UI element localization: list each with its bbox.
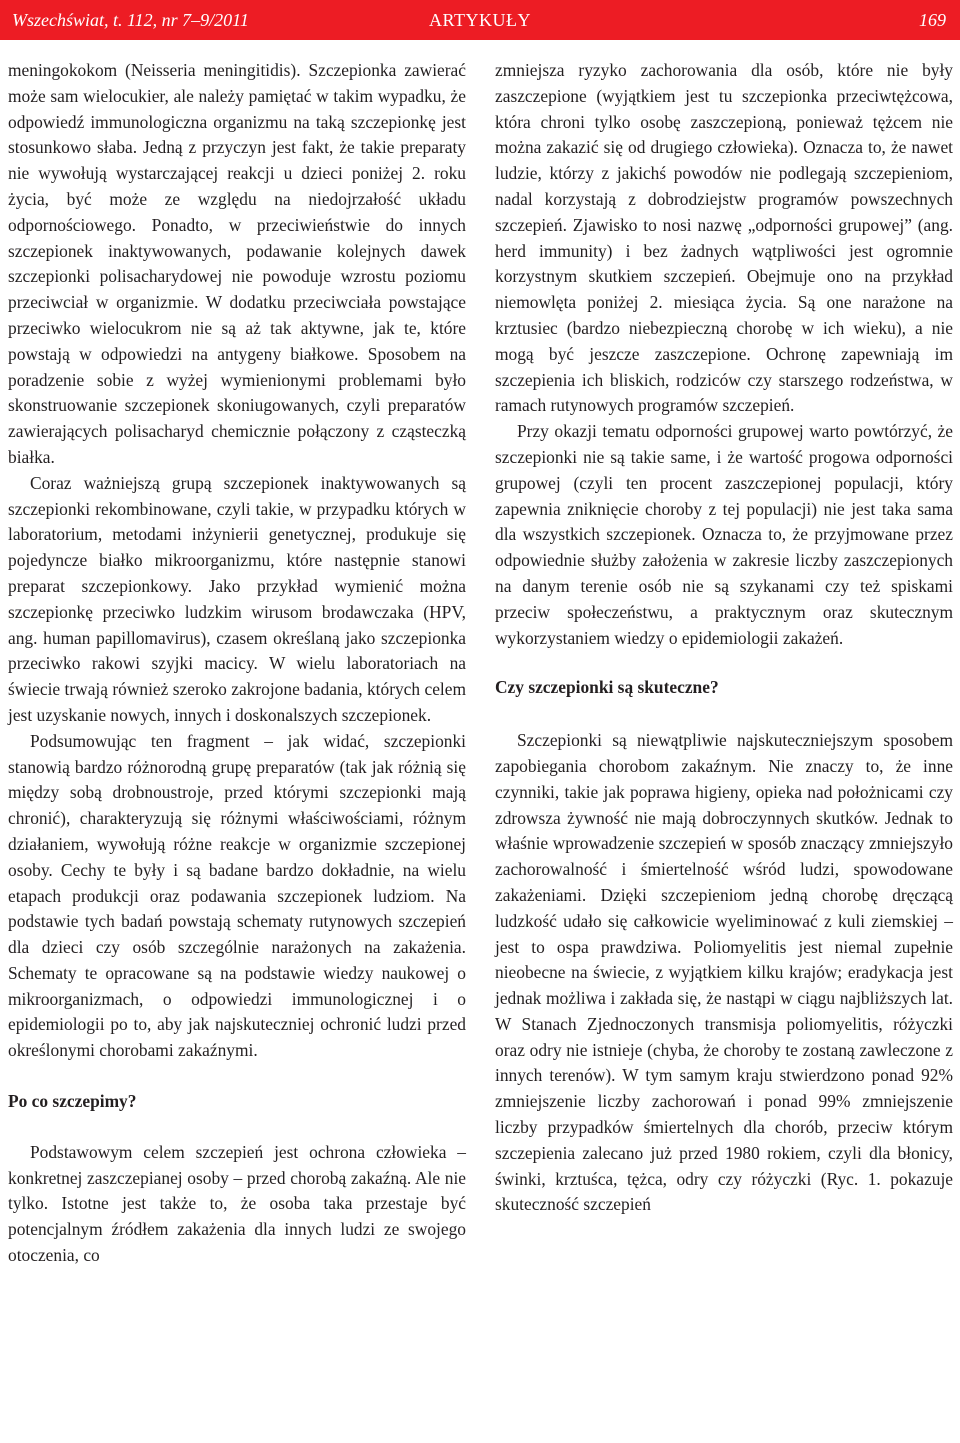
section-label: ARTYKUŁY	[429, 10, 531, 30]
running-header	[0, 0, 960, 40]
paragraph-effectiveness: Szczepionki są niewątpliwie najskuteczniejszym sposobem zapobiegania chorobom zakaźnym. Nie znaczy to, że inne czynniki, takie jak poprawa higieny, opieka nad położnicami czy zdrowsza żywność nie mają dobroczynnych skutków. Jednak to właśnie wprowadzenie szczepień w sposób znaczący zmniejszyło zachorowalność i śmiertelność wśród ludzi, spowodowane zakażeniami. Dzięki szczepieniom jedną chorobę dręczącą ludzkość udało się całkowicie wyeliminować z kuli ziemskiej – jest to ospa prawdziwa. Poliomyelitis jest niemal zupełnie nieobecne na świecie, z wyjątkiem kilku krajów; eradykacja jest jednak możliwa i zakłada się, że nastąpi w ciągu najbliższych lat. W Stanach Zjednoczonych transmisja poliomyelitis, różyczki oraz odry nie istnieje (chyba, że choroby te zostaną zawleczone z innych terenów). W tym samym kraju stwierdzono ponad 92% zmniejszenie liczby zachorowań i ponad 99% zmniejszenie liczby przypadków śmiertelnych dla chorób, przeciw którym szczepienia zalecano już przed 1980 rokiem, czyli dla błonicy, świnki, krztuśca, tężca, odry czy różyczki (Ryc. 1. pokazuje skuteczność szczepień	[495, 730, 953, 1215]
paragraph-herd-immunity: zmniejsza ryzyko zachorowania dla osób, które nie były zaszczepione (wyjątkiem jest tu szczepionka przeciwtężcowa, która chroni tylko osobę zaszczepioną, ponieważ tężcem nie można zakazić się od drugiego człowieka). Oznacza to, że nawet ludzie, którzy z jakichś powodów nie podlegają szczepieniom, nadal korzystają z dobrodziejstw programów powszechnych szczepień. Zjawisko to nosi nazwę „odporności grupowej” (ang. herd immunity) i bez żadnych wątpliwości jest ogromnie korzystnym skutkiem szczepień. Obejmuje ono na przykład niemowlęta poniżej 2. miesiąca życia. Są one narażone na krztusiec (bardzo niebezpieczną chorobę w ich wieku), a nie mogą być jeszcze zaszczepione. Ochronę zapewniają im szczepienia ich bliskich, rodziców czy starszego rodzeństwa, w ramach rutynowych programów szczepień.	[495, 60, 953, 416]
journal-reference: Wszechświat, t. 112, nr 7–9/2011	[12, 10, 249, 30]
page-number: 169	[919, 10, 946, 30]
paragraph-threshold: Przy okazji tematu odporności grupowej warto powtórzyć, że szczepionki nie są takie same, i że wartość progowa odporności grupowej (czyli ten procent zaszczepionej populacji, który zapewnia zniknięcie choroby z tej populacji) nie jest taka sama dla wszystkich szczepionek. Oznacza to, że przyjmowane przez odpowiednie służby założenia w zakresie liczby zaszczepionych na danym terenie osób nie są szykanami czy też spiskami przeciw społeczeństwu, a praktycznym oraz skutecznym wykorzystaniem wiedzy o epidemiologii zakażeń.	[495, 421, 953, 648]
paragraph-recombinant-vaccines: Coraz ważniejszą grupą szczepionek inaktywowanych są szczepionki rekombinowane, czyli takie, w przypadku których w laboratorium, metodami inżynierii genetycznej, produkuje się pojedyncze białko mikroorganizmu, które następnie stanowi preparat szczepionkowy. Jako przykład wymienić można szczepionkę przeciwko ludzkim wirusom brodawczaka (HPV, ang. human papillomavirus), czasem określaną jako szczepionka przeciwko rakowi szyjki macicy. W wielu laboratoriach na świecie trwają również szeroko zakrojone badania, których celem jest uzyskanie nowych, innych i doskonalszych szczepionek.	[8, 472, 466, 725]
section-heading-why-vaccinate: Po co szczepimy?	[8, 1091, 137, 1112]
left-column	[8, 58, 466, 1269]
right-column	[495, 58, 953, 1218]
section-heading-effectiveness: Czy szczepionki są skuteczne?	[495, 677, 719, 698]
paragraph-polysaccharide-vaccines: meningokokom (Neisseria meningitidis). Szczepionka zawierać może sam wielocukier, ale należy pamiętać w takim wypadku, że odpowiedź immunologiczna organizmu na taką szczepionkę jest stosunkowo słaba. Jedną z przyczyn jest fakt, że takie preparaty nie wywołują wystarczającej reakcji u dzieci poniżej 2. roku życia, być może ze względu na niedojrzałość układu odpornościowego. Ponadto, w przeciwieństwie do innych szczepionek inaktywowanych, podawanie kolejnych dawek szczepionki polisacharydowej nie powoduje wzrostu poziomu przeciwciał w organizmie. W dodatku przeciwciała powstające przeciwko wielocukrom nie są aż tak aktywne, jak te, które powstają w odpowiedzi na antygeny białkowe. Sposobem na poradzenie sobie z wyżej wymienionymi problemami było skonstruowanie szczepionek skoniugowanych, czyli preparatów zawierających polisacharyd chemicznie połączony z cząsteczką białka.	[8, 60, 466, 467]
paragraph-vaccination-goal: Podstawowym celem szczepień jest ochrona człowieka – konkretnej zaszczepianej osoby – przed chorobą zakaźną. Ale nie tylko. Istotne jest także to, że osoba taka przestaje być potencjalnym źródłem zakażenia dla innych ludzi ze swojego otoczenia, co	[8, 1141, 466, 1266]
paragraph-summary: Podsumowując ten fragment – jak widać, szczepionki stanowią bardzo różnorodną grupę preparatów (tak jak różnią się między sobą drobnoustroje, przed którymi szczepionki mają chronić), charakteryzują się różnymi właściwościami, różnym działaniem, wywołują różne reakcje w organizmie szczepionej osoby. Cechy te były i są badane bardzo dokładnie, na wielu etapach produkcji oraz podawania szczepionek ludziom. Na podstawie tych badań powstają schematy rutynowych szczepień dla dzieci czy osób szczególnie narażonych na zakażenia. Schematy te opracowane są na podstawie wiedzy naukowej o mikroorganizmach, o odpowiedzi immunologicznej i o epidemiologii po to, aby jak najskuteczniej ochronić ludzi przed określonymi chorobami zakaźnymi.	[8, 730, 466, 1061]
